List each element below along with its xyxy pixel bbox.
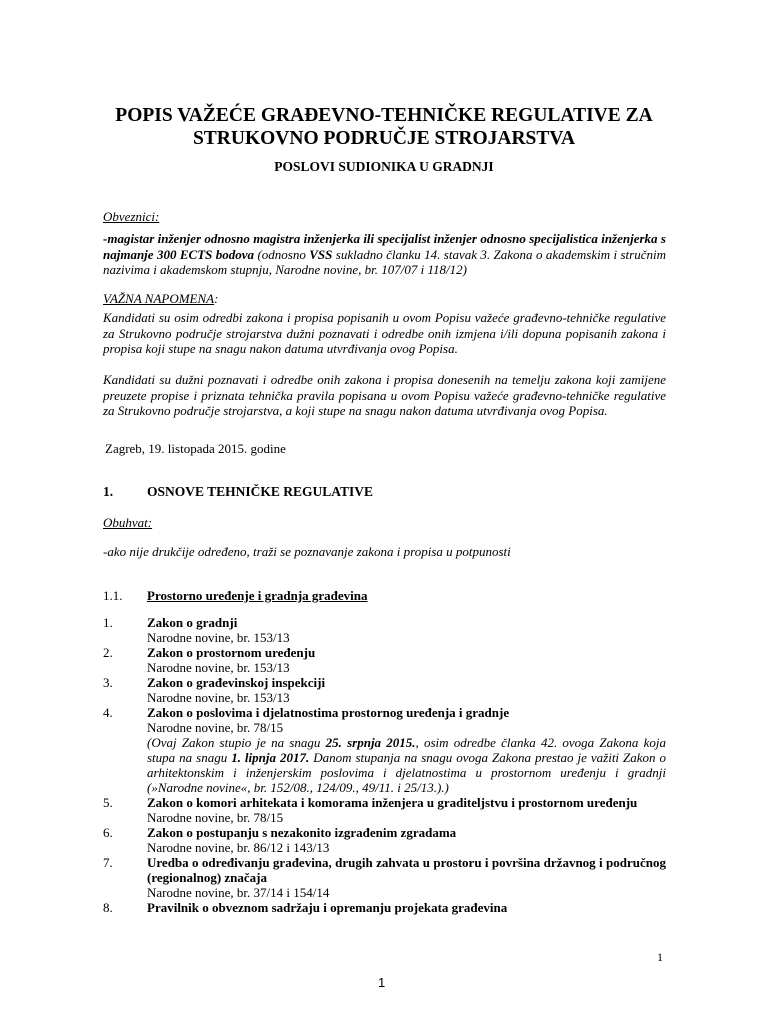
subsection-1-1-number: 1.1. — [103, 588, 123, 603]
obveznici-text: -magistar inženjer odnosno magistra inženjerka ili specijalist inženjer odnosno specijalistica inženjerka s najmanje 300 ECTS bodova (odnosno VSS sukladno članku 14. stavak 3. Zakona o akademskim i stručnim nazivima i akademskom stupnju, Narodne novine, br. 107/07 i 118/12) — [103, 231, 666, 277]
obuhvat-text: -ako nije drukčije određeno, traži se poznavanje zakona i propisa u potpunosti — [103, 544, 511, 559]
regulation-list — [103, 615, 666, 915]
obveznici-label: Obveznici: — [103, 209, 160, 224]
title-line-1: POPIS VAŽEĆE GRAĐEVNO-TEHNIČKE REGULATIVE ZA — [115, 105, 653, 126]
list-item: 2. Zakon o prostornom uređenju Narodne novine, br. 153/13 — [103, 645, 316, 675]
document-date: Zagreb, 19. listopada 2015. godine — [105, 441, 286, 456]
obuhvat-label: Obuhvat: — [103, 515, 153, 530]
section-1-number: 1. — [103, 484, 114, 499]
page-number-right: 1 — [657, 950, 663, 964]
list-item: 1. Zakon o gradnji Narodne novine, br. 153/13 — [103, 615, 290, 645]
napomena-paragraph-2: Kandidati su dužni poznavati i odredbe onih zakona i propisa donesenih na temelju zakona koji zamijene preuzete propise i priznata tehnička pravila popisana u ovom Popisu važeće građevno-tehničke regulative za Strukovno područje strojarstva, a koji stupe na snagu nakon datuma utvrđivanja ovog Popisa. — [103, 372, 666, 418]
list-item: 4. Zakon o poslovima i djelatnostima prostornog uređenja i gradnje Narodne novine, br. 78/15 (Ovaj Zakon stupio je na snagu 25. srpnja 2015., osim odredbe članka 42. ovoga Zakona koja stupa na snagu 1. lipnja 2017. Danom stupanja na snagu ovoga Zakona prestao je važiti Zakon o arhitektonskim i inženjerskim poslovima i djelatnostima u prostornom uređenju i gradnji (»Narodne novine«, br. 152/08., 124/09., 49/11. i 25/13.).) — [103, 705, 667, 795]
title-line-2: STRUKOVNO PODRUČJE STROJARSTVA — [192, 128, 576, 149]
list-item: 8. Pravilnik o obveznom sadržaju i opremanju projekata građevina — [103, 900, 508, 915]
document-title — [90, 104, 678, 150]
document-subtitle: POSLOVI SUDIONIKA U GRADNJI — [274, 159, 494, 174]
list-item: 5. Zakon o komori arhitekata i komorama inženjera u graditeljstvu i prostornom uređenju Narodne novine, br. 78/15 — [103, 795, 638, 825]
section-1-title: OSNOVE TEHNIČKE REGULATIVE — [147, 484, 374, 499]
napomena-paragraph-1: Kandidati su osim odredbi zakona i propisa popisanih u ovom Popisu važeće građevno-tehničke regulative za Strukovno područje strojarstva dužni poznavati i odredbe onih izmjena i/ili dopuna popisanih zakona i propisa koji stupe na snagu nakon datuma utvrđivanja ovog Popisa. — [103, 310, 666, 356]
list-item: 6. Zakon o postupanju s nezakonito izgrađenim zgradama Narodne novine, br. 86/12 i 143/13 — [103, 825, 457, 855]
napomena-label: VAŽNA NAPOMENA: — [103, 291, 219, 306]
item-4-note: (Ovaj Zakon stupio je na snagu 25. srpnja 2015., osim odredbe članka 42. ovoga Zakona koja stupa na snagu 1. lipnja 2017. Danom stupanja na snagu ovoga Zakona prestao je važiti Zakon o arhitektonskim i inženjerskim poslovima i djelatnostima u prostornom uređenju i gradnji (»Narodne novine«, br. 152/08., 124/09., 49/11. i 25/13.).) — [147, 735, 667, 795]
list-item: 3. Zakon o građevinskoj inspekciji Narodne novine, br. 153/13 — [103, 675, 326, 705]
subsection-1-1-title: Prostorno uređenje i gradnja građevina — [147, 588, 368, 603]
page-number-center: 1 — [378, 975, 386, 990]
list-item: 7. Uredba o određivanju građevina, drugih zahvata u prostoru i površina državnog i područnog (regionalnog) značaja Narodne novine, br. 37/14 i 154/14 — [103, 855, 666, 900]
